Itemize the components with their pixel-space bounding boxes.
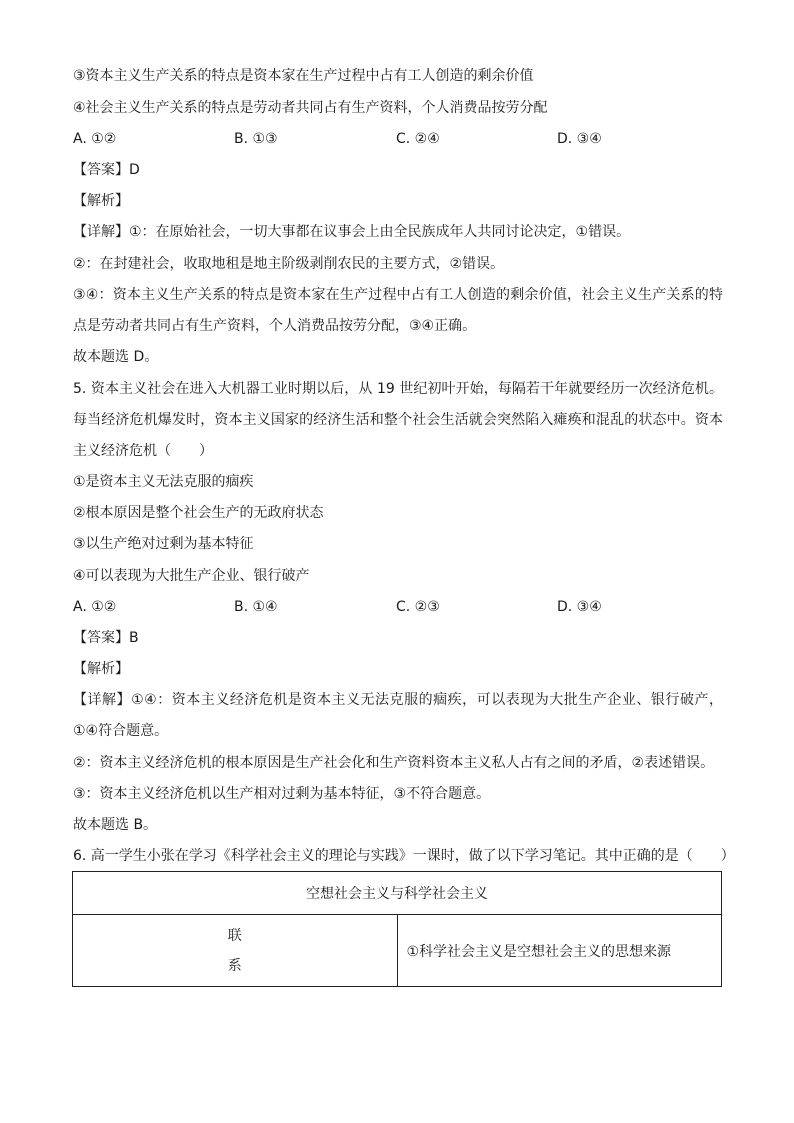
q5-answer-value: B <box>129 630 139 646</box>
answer-line <box>73 160 140 180</box>
answer-value: D <box>129 162 140 178</box>
q5-statement-4: ④可以表现为大批生产企业、银行破产 <box>73 568 310 584</box>
detail-paragraph-3: ③④：资本主义生产关系的特点是资本家在生产过程中占有工人创造的剩余价值，社会主义生产关系的特点是劳动者共同占有生产资料，个人消费品按劳分配，③④正确。 <box>73 287 723 334</box>
statement-4: ④社会主义生产关系的特点是劳动者共同占有生产资料，个人消费品按劳分配 <box>73 100 548 116</box>
detail-line-2: ②：在封建社会，收取地租是地主阶级剥削农民的主要方式，②错误。 <box>73 256 505 272</box>
q5-conclusion: 故本题选 B。 <box>73 817 158 833</box>
row-content: ①科学社会主义是空想社会主义的思想来源 <box>397 915 722 987</box>
options-row <box>73 129 723 149</box>
q5-statement-1: ①是资本主义无法克服的痼疾 <box>73 474 254 490</box>
option-d: D. ③④ <box>557 131 602 147</box>
detail-tag: 【详解】 <box>73 224 129 240</box>
option-b: B. ①③ <box>234 131 278 147</box>
q5-analysis-tag: 【解析】 <box>73 661 129 677</box>
q5-option-c: C. ②③ <box>396 599 440 615</box>
detail-line-1 <box>73 222 630 242</box>
q5-options-row <box>73 597 723 617</box>
row-header <box>73 915 398 987</box>
q5-statement-3: ③以生产绝对过剩为基本特征 <box>73 536 254 552</box>
question-6-stem: 6. 高一学生小张在学习《科学社会主义的理论与实践》一课时，做了以下学习笔记。其中正确的是（ ） <box>73 848 735 864</box>
notes-table <box>72 871 722 987</box>
statement-3: ③资本主义生产关系的特点是资本家在生产过程中占有工人创造的剩余价值 <box>73 68 534 84</box>
conclusion: 故本题选 D。 <box>73 349 159 365</box>
q5-statement-2: ②根本原因是整个社会生产的无政府状态 <box>73 505 324 521</box>
q5-answer-line <box>73 628 139 648</box>
q5-option-d: D. ③④ <box>557 599 602 615</box>
row-header-char-2: 系 <box>227 957 242 974</box>
analysis-tag: 【解析】 <box>73 193 129 209</box>
option-c: C. ②④ <box>396 131 440 147</box>
q5-option-a: A. ①② <box>73 599 117 615</box>
q5-detail-line-2: ②：资本主义经济危机的根本原因是生产社会化和生产资料资本主义私人占有之间的矛盾，②表述错误。 <box>73 755 715 771</box>
q5-detail-paragraph-1 <box>73 685 723 747</box>
q5-detail-tag: 【详解】 <box>73 692 132 708</box>
q5-detail-text: ①④：资本主义经济危机是资本主义无法克服的痼疾，可以表现为大批生产企业、银行破产，①④符合题意。 <box>73 692 724 739</box>
q5-detail-line-3: ③：资本主义经济危机以生产相对过剩为基本特征，③不符合题意。 <box>73 786 491 802</box>
detail-text: ①：在原始社会，一切大事都在议事会上由全民族成年人共同讨论决定，①错误。 <box>129 224 631 240</box>
table-title: 空想社会主义与科学社会主义 <box>73 872 722 915</box>
q5-option-b: B. ①④ <box>234 599 278 615</box>
q5-answer-tag: 【答案】 <box>73 630 129 646</box>
question-5-stem: 5. 资本主义社会在进入大机器工业时期以后，从 19 世纪初叶开始，每隔若干年就要经历一次经济危机。每当经济危机爆发时，资本主义国家的经济生活和整个社会生活就会突然陷入瘫痪和混乱的状态中。资本主义经济危机（ ） <box>73 381 723 459</box>
option-a: A. ①② <box>73 131 117 147</box>
answer-tag: 【答案】 <box>73 162 129 178</box>
row-header-char-1: 联 <box>227 927 242 944</box>
